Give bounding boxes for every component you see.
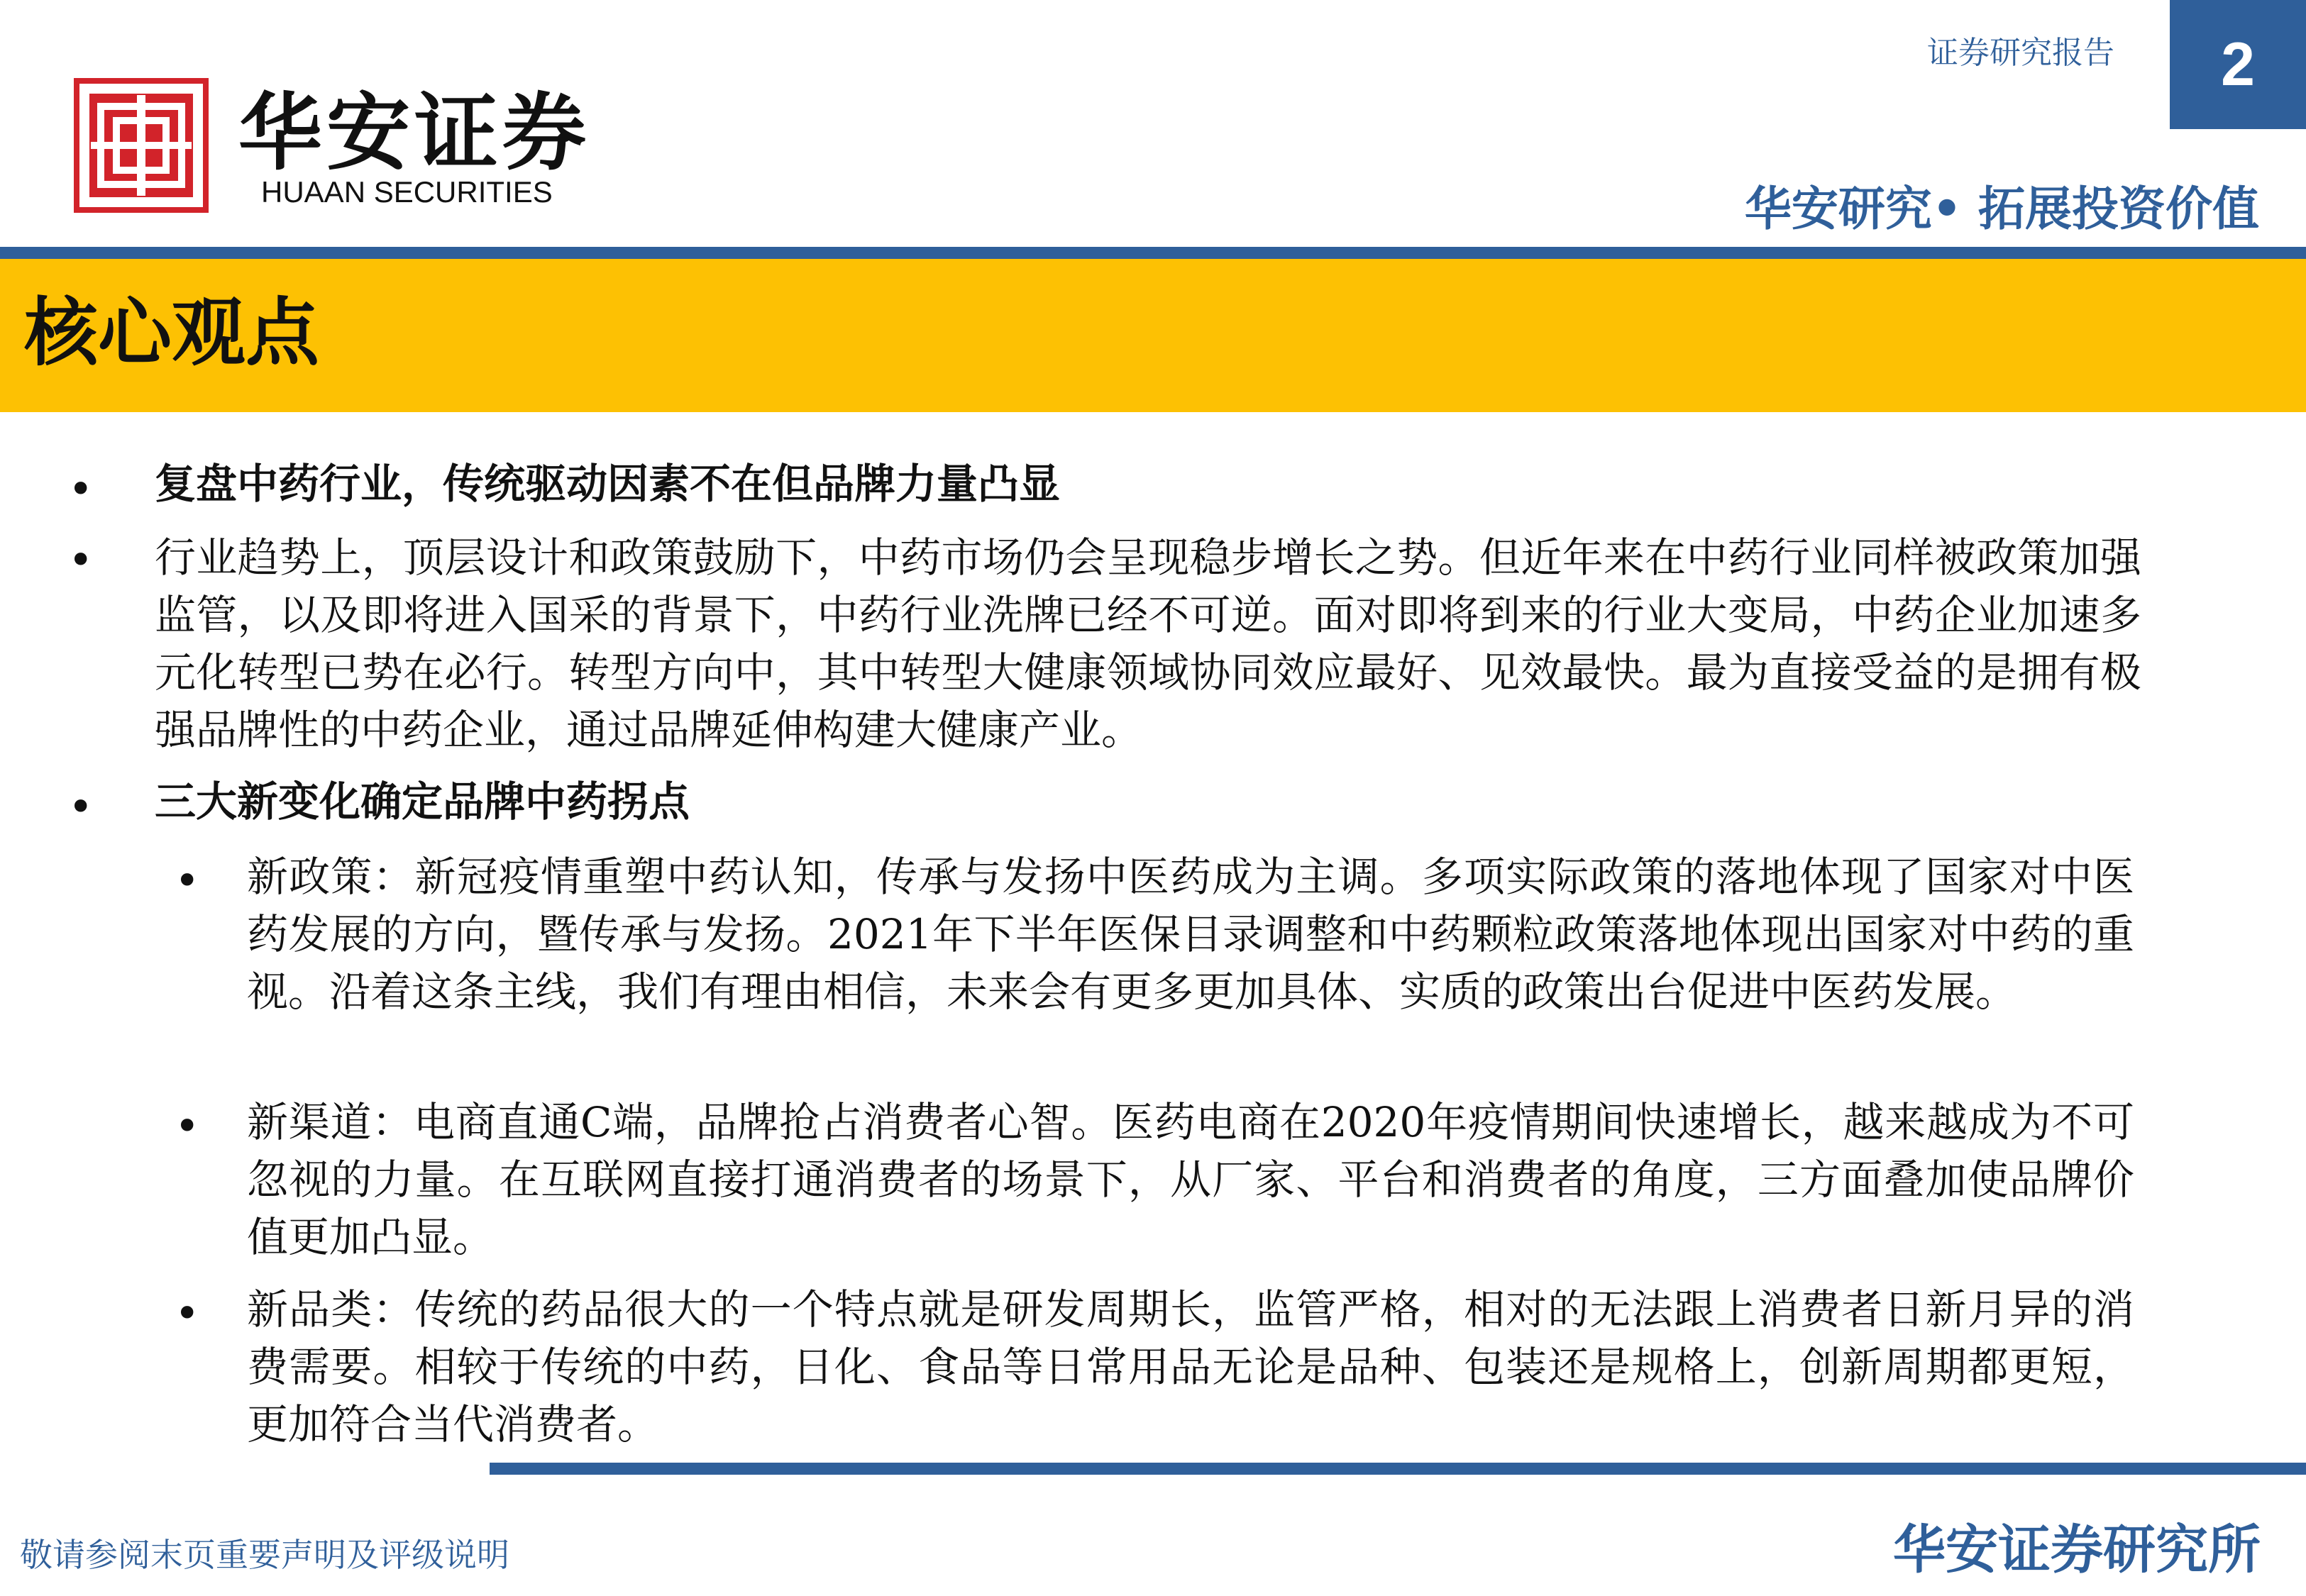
- section-banner: [0, 259, 2306, 412]
- report-type-label: 证券研究报告: [1927, 35, 2114, 71]
- slogan: 华安研究• 拓展投资价值: [1744, 182, 2259, 236]
- page-number-text: 2: [2221, 30, 2255, 99]
- point-heading-2: 三大新变化确定品牌中药拐点: [155, 777, 690, 826]
- disclaimer-note: 敬请参阅末页重要声明及评级说明: [20, 1536, 509, 1574]
- subpoint-new-policy: 新政策：新冠疫情重塑中药认知，传承与发扬中医药成为主调。多项实际政策的落地体现了国家对中医药发展的方向，暨传承与发扬。2021年下半年医保目录调整和中药颗粒政策落地体现出国家对中药的重视。沿着这条主线，我们有理由相信，未来会有更多更加具体、实质的政策出台促进中医药发展。: [247, 853, 2134, 1016]
- bullet-icon: •: [175, 856, 200, 906]
- bullet-icon: •: [68, 465, 94, 514]
- huaan-seal-logo-icon: [74, 78, 209, 213]
- institute-name: 华安证券研究所: [1893, 1519, 2261, 1580]
- section-title: 核心观点: [24, 289, 320, 376]
- bullet-icon: •: [175, 1289, 200, 1339]
- subpoint-new-channel: 新渠道：电商直通C端，品牌抢占消费者心智。医药电商在2020年疫情期间快速增长，越来越成为不可忽视的力量。在互联网直接打通消费者的场景下，从厂家、平台和消费者的角度，三方面叠加使品牌价值更加凸显。: [247, 1098, 2134, 1261]
- point-heading-1: 复盘中药行业，传统驱动因素不在但品牌力量凸显: [155, 460, 1061, 508]
- logo-text-en: HUAAN SECURITIES: [261, 175, 553, 209]
- bullet-icon: •: [68, 782, 94, 832]
- subpoint-new-category: 新品类：传统的药品很大的一个特点就是研发周期长，监管严格，相对的无法跟上消费者日新月异的消费需要。相较于传统的中药，日化、食品等日常用品无论是品种、包装还是规格上，创新周期都更短，更加符合当代消费者。: [247, 1285, 2134, 1448]
- footer-divider: [490, 1463, 2306, 1475]
- logo-text-cn: 华安证券: [238, 83, 591, 182]
- bullet-icon: •: [175, 1102, 200, 1151]
- page-number: [2170, 0, 2306, 129]
- header-divider: [0, 247, 2306, 259]
- bullet-icon: •: [68, 536, 94, 585]
- point-paragraph-1: 行业趋势上，顶层设计和政策鼓励下，中药市场仍会呈现稳步增长之势。但近年来在中药行业同样被政策加强监管，以及即将进入国采的背景下，中药行业洗牌已经不可逆。面对即将到来的行业大变局，中药企业加速多元化转型已势在必行。转型方向中，其中转型大健康领域协同效应最好、见效最快。最为直接受益的是拥有极强品牌性的中药企业，通过品牌延伸构建大健康产业。: [155, 533, 2141, 754]
